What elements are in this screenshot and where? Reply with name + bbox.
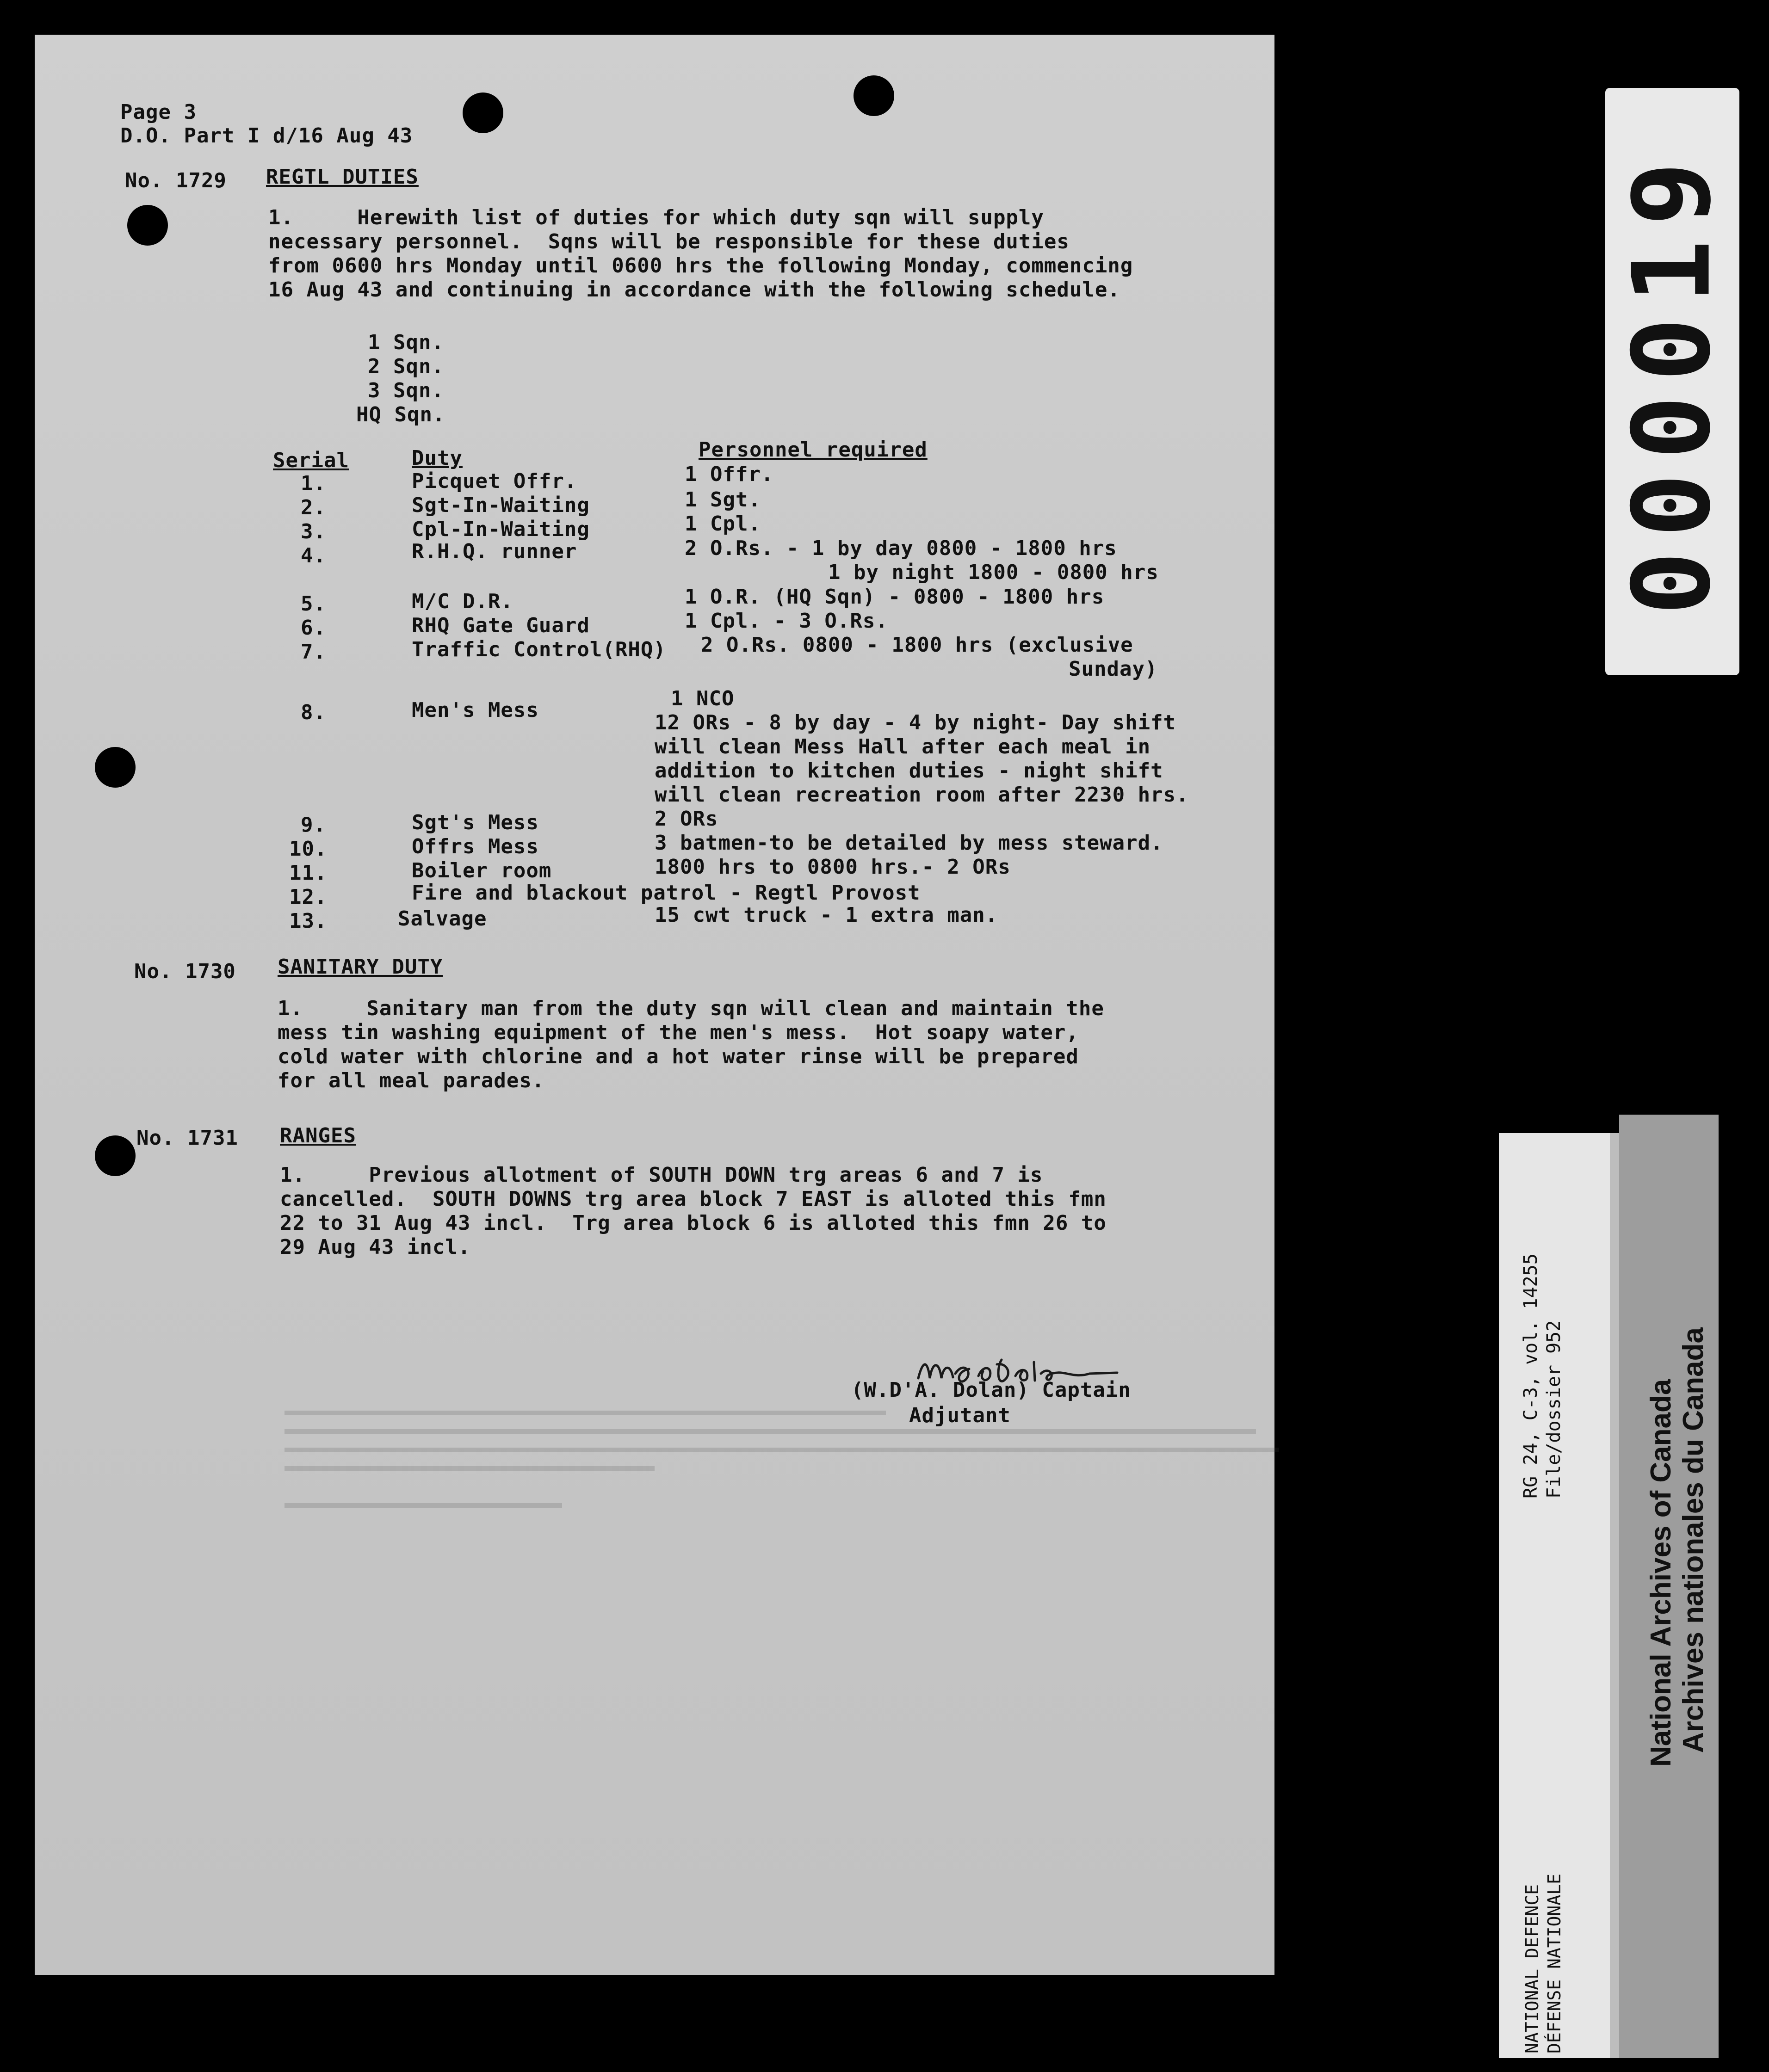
paragraph-line: from 0600 hrs Monday until 0600 hrs the following Monday, commencing [268,254,1133,278]
order-number: No. 1731 [136,1126,238,1150]
personnel-cell: 1 Sgt. [685,488,761,512]
document-page [35,35,1274,1975]
duty-cell: Sgt-In-Waiting [412,493,590,517]
paragraph-line: cancelled. SOUTH DOWNS trg area block 7 EAST is alloted this fmn [280,1187,1107,1211]
serial-cell: 3. [301,520,326,543]
duty-cell: Traffic Control(RHQ) [412,638,666,661]
paragraph-line: 1. Sanitary man from the duty sqn will clean and maintain the [278,997,1104,1020]
paragraph-line: necessary personnel. Sqns will be responsible for these duties [268,230,1070,253]
duty-cell: Salvage [398,907,487,931]
personnel-cell-line2: Sunday) [1069,657,1158,681]
personnel-cell-line: will clean Mess Hall after each meal in [655,735,1151,758]
page-number: Page 3 [120,100,197,124]
personnel-cell-line: 12 ORs - 8 by day - 4 by night- Day shift [655,711,1176,734]
personnel-cell: 2 O.Rs. - 1 by day 0800 - 1800 hrs [685,536,1117,560]
serial-cell: 6. [301,616,326,640]
order-number: No. 1729 [125,169,227,192]
paragraph-line: for all meal parades. [278,1069,545,1092]
personnel-cell: 2 ORs [655,807,718,831]
punch-hole [463,92,503,133]
archive-reference: File/dossier 952 [1543,1320,1565,1498]
personnel-cell: 1 NCO [671,687,735,710]
signatory-role: Adjutant [909,1404,1011,1427]
column-header-duty: Duty [412,446,463,470]
serial-cell: 2. [301,496,326,519]
personnel-cell-line2: 1 by night 1800 - 0800 hrs [828,561,1159,584]
duty-cell: Sgt's Mess [412,811,539,834]
squadron-item: 2 Sqn. [368,355,444,378]
personnel-cell-line: addition to kitchen duties - night shift [655,759,1163,783]
squadron-item: 1 Sqn. [368,331,444,354]
squadron-item: HQ Sqn. [356,403,445,426]
archive-name-fr: Archives nationales du Canada [1677,1327,1709,1753]
paragraph-line: 16 Aug 43 and continuing in accordance with the following schedule. [268,278,1120,302]
squadron-item: 3 Sqn. [368,379,444,402]
personnel-cell: 1 Offr. [685,462,774,486]
personnel-cell: 1 Cpl. [685,512,761,536]
duty-cell: Men's Mess [412,698,539,722]
serial-cell: 11. [289,861,328,885]
paragraph-line: 1. Herewith list of duties for which duty sqn will supply [268,206,1044,229]
paragraph-line: 29 Aug 43 incl. [280,1235,471,1259]
serial-cell: 1. [301,472,326,495]
serial-cell: 5. [301,592,326,616]
duty-cell: Offrs Mess [412,835,539,858]
serial-cell: 13. [289,909,328,933]
personnel-cell: 1 O.R. (HQ Sqn) - 0800 - 1800 hrs [685,585,1105,609]
order-title: SANITARY DUTY [278,955,443,979]
column-header-serial: Serial [273,449,349,472]
order-title: RANGES [280,1124,356,1147]
personnel-cell: 15 cwt truck - 1 extra man. [655,903,998,927]
personnel-cell: 3 batmen-to be detailed by mess steward. [655,831,1163,855]
show-through-text [285,1404,1302,1524]
paragraph-line: cold water with chlorine and a hot water rinse will be prepared [278,1045,1079,1068]
punch-hole [127,205,168,246]
frame-number: 000019 [1610,148,1734,616]
serial-cell: 12. [289,885,328,909]
duty-cell: R.H.Q. runner [412,540,577,563]
serial-cell: 7. [301,640,326,664]
duty-cell: M/C D.R. [412,590,513,613]
department-fr: DÉFENSE NATIONALE [1544,1874,1565,2054]
punch-hole [95,747,136,788]
punch-hole [854,75,894,116]
personnel-cell: 1800 hrs to 0800 hrs.- 2 ORs [655,855,1011,879]
department-en: NATIONAL DEFENCE [1522,1884,1542,2054]
column-header-personnel: Personnel required [699,438,928,462]
archive-label-divider [1610,1133,1619,2058]
duty-cell: Boiler room [412,859,552,882]
punch-hole [95,1135,136,1176]
frame-number-strip [1605,88,1739,675]
paragraph-line: 22 to 31 Aug 43 incl. Trg area block 6 is alloted this fmn 26 to [280,1211,1107,1235]
personnel-cell: 1 Cpl. - 3 O.Rs. [685,609,888,633]
duty-cell: Picquet Offr. [412,469,577,493]
order-number: No. 1730 [134,960,236,983]
duty-cell: Fire and blackout patrol - Regtl Provost [412,881,921,905]
archive-reference: RG 24, C-3, vol. 14255 [1520,1253,1541,1498]
order-title: REGTL DUTIES [266,165,419,189]
serial-cell: 4. [301,544,326,567]
archive-name-en: National Archives of Canada [1645,1379,1677,1767]
serial-cell: 8. [301,701,326,724]
signatory-name: (W.D'A. Dolan) Captain [851,1378,1131,1402]
duty-cell: Cpl-In-Waiting [412,518,590,541]
serial-cell: 9. [301,813,326,837]
paragraph-line: 1. Previous allotment of SOUTH DOWN trg areas 6 and 7 is [280,1163,1043,1187]
personnel-cell-line: will clean recreation room after 2230 hrs. [655,783,1189,807]
document-reference: D.O. Part I d/16 Aug 43 [120,124,413,148]
serial-cell: 10. [289,837,328,861]
paragraph-line: mess tin washing equipment of the men's mess. Hot soapy water, [278,1021,1079,1044]
duty-cell: RHQ Gate Guard [412,614,590,637]
personnel-cell: 2 O.Rs. 0800 - 1800 hrs (exclusive [701,633,1133,657]
